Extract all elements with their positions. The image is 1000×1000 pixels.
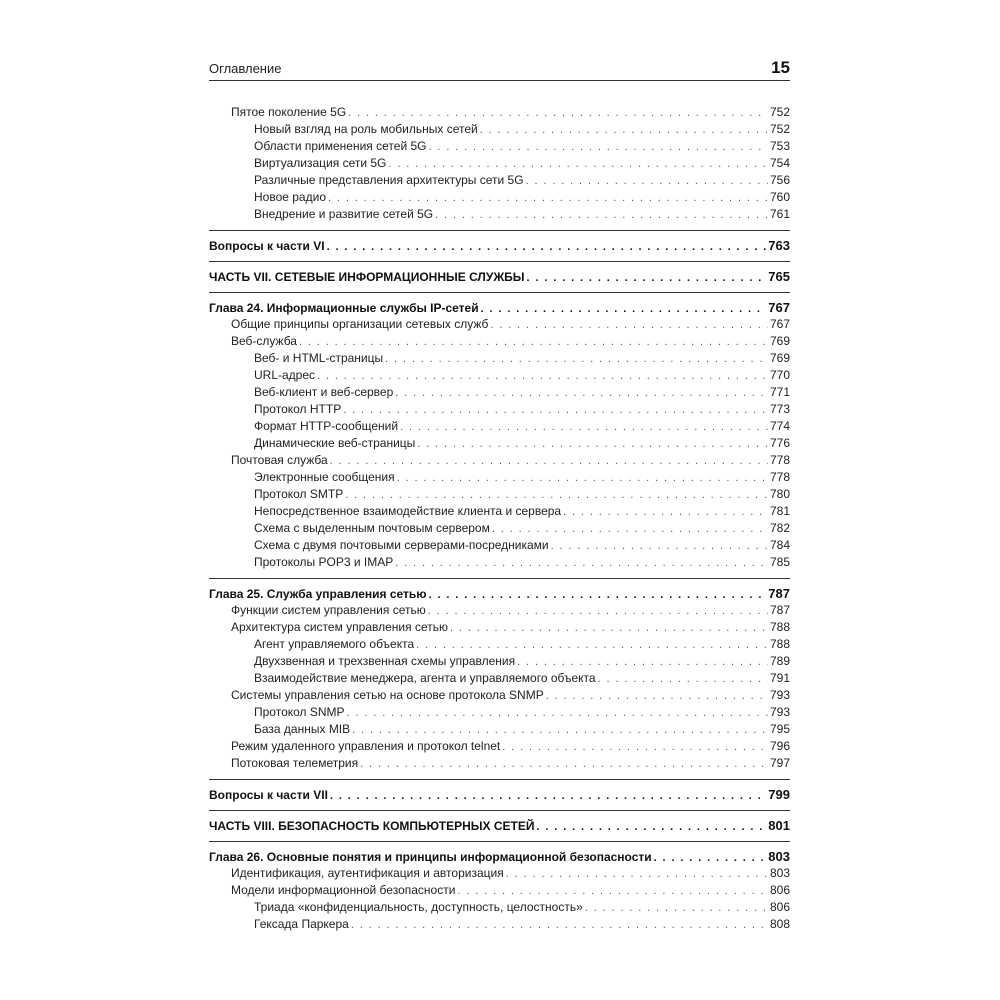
toc-entry-page: 752 xyxy=(769,105,790,119)
toc-entry-page: 788 xyxy=(769,637,790,651)
table-of-contents xyxy=(209,104,790,933)
running-header xyxy=(209,58,790,78)
dot-leader xyxy=(429,587,767,604)
toc-entry[interactable] xyxy=(209,721,790,738)
dot-leader xyxy=(395,555,768,572)
header-title: Оглавление xyxy=(209,61,282,76)
toc-entry-title: Модели информационной безопасности xyxy=(231,883,456,897)
toc-entry[interactable] xyxy=(209,469,790,486)
toc-entry[interactable] xyxy=(209,865,790,882)
toc-heading-entry[interactable] xyxy=(209,299,790,316)
toc-entry-title: Вопросы к части VII xyxy=(209,788,328,802)
toc-entry-title: Общие принципы организации сетевых служб xyxy=(231,317,489,331)
toc-entry-title: Гексада Паркера xyxy=(254,917,349,931)
dot-leader xyxy=(299,334,768,351)
toc-entry[interactable] xyxy=(209,418,790,435)
toc-entry-page: 803 xyxy=(768,849,790,864)
toc-entry[interactable] xyxy=(209,350,790,367)
section-divider xyxy=(209,841,790,842)
toc-entry-title: Протокол SNMP xyxy=(254,705,345,719)
dot-leader xyxy=(450,620,768,637)
toc-entry-title: Новый взгляд на роль мобильных сетей xyxy=(254,122,478,136)
section-divider xyxy=(209,230,790,231)
dot-leader xyxy=(347,705,768,722)
toc-entry-title: Функции систем управления сетью xyxy=(231,603,426,617)
toc-entry-title: Глава 24. Информационные службы IP-сетей xyxy=(209,301,479,315)
dot-leader xyxy=(330,788,766,805)
toc-entry[interactable] xyxy=(209,486,790,503)
toc-entry-page: 761 xyxy=(769,207,790,221)
dot-leader xyxy=(388,156,768,173)
dot-leader xyxy=(416,637,768,654)
toc-entry-title: База данных MIB xyxy=(254,722,351,736)
toc-entry-page: 806 xyxy=(769,900,790,914)
toc-entry-page: 774 xyxy=(769,419,790,433)
dot-leader xyxy=(417,436,768,453)
toc-entry-title: Формат HTTP-сообщений xyxy=(254,419,399,433)
toc-entry[interactable] xyxy=(209,554,790,571)
toc-entry-page: 789 xyxy=(769,654,790,668)
dot-leader xyxy=(351,917,768,934)
toc-entry-page: 778 xyxy=(769,453,790,467)
dot-leader xyxy=(385,351,768,368)
toc-entry-title: Триада «конфиденциальность, доступность, целостность» xyxy=(254,900,583,914)
toc-entry-page: 760 xyxy=(769,190,790,204)
toc-entry-page: 788 xyxy=(769,620,790,634)
toc-entry-page: 787 xyxy=(769,603,790,617)
toc-entry-title: Динамические веб-страницы xyxy=(254,436,416,450)
toc-entry-title: Взаимодействие менеджера, агента и управляемого объекта xyxy=(254,671,596,685)
dot-leader xyxy=(546,688,768,705)
dot-leader xyxy=(563,504,768,521)
toc-entry-title: ЧАСТЬ VIII. БЕЗОПАСНОСТЬ КОМПЬЮТЕРНЫХ СЕТЕЙ xyxy=(209,819,535,833)
toc-entry-page: 803 xyxy=(769,866,790,880)
toc-entry-title: Системы управления сетью на основе протокола SNMP xyxy=(231,688,544,702)
toc-entry-page: 787 xyxy=(768,586,790,601)
page-number: 15 xyxy=(771,58,790,77)
dot-leader xyxy=(428,603,768,620)
toc-entry-title: URL-адрес xyxy=(254,368,316,382)
dot-leader xyxy=(345,487,768,504)
toc-entry-page: 769 xyxy=(769,351,790,365)
toc-entry-page: 756 xyxy=(769,173,790,187)
toc-entry[interactable] xyxy=(209,670,790,687)
toc-entry[interactable] xyxy=(209,738,790,755)
toc-entry-title: Потоковая телеметрия xyxy=(231,756,359,770)
toc-entry-page: 765 xyxy=(768,269,790,284)
toc-entry-title: Схема с двумя почтовыми серверами-посредниками xyxy=(254,538,549,552)
dot-leader xyxy=(348,105,768,122)
toc-entry-title: Непосредственное взаимодействие клиента и сервера xyxy=(254,504,562,518)
dot-leader xyxy=(435,207,768,224)
toc-entry-title: Вопросы к части VI xyxy=(209,239,325,253)
dot-leader xyxy=(654,850,767,867)
toc-entry-title: Внедрение и развитие сетей 5G xyxy=(254,207,434,221)
toc-entry[interactable] xyxy=(209,916,790,933)
toc-entry-page: 773 xyxy=(769,402,790,416)
dot-leader xyxy=(502,739,768,756)
section-divider xyxy=(209,292,790,293)
dot-leader xyxy=(360,756,768,773)
toc-entry-title: Протокол HTTP xyxy=(254,402,342,416)
toc-entry[interactable] xyxy=(209,121,790,138)
dot-leader xyxy=(327,239,767,256)
section-divider xyxy=(209,578,790,579)
toc-entry-page: 763 xyxy=(768,238,790,253)
toc-entry[interactable] xyxy=(209,384,790,401)
toc-entry[interactable] xyxy=(209,503,790,520)
dot-leader xyxy=(490,317,768,334)
toc-entry-page: 808 xyxy=(769,917,790,931)
toc-entry-page: 806 xyxy=(769,883,790,897)
toc-entry[interactable] xyxy=(209,452,790,469)
toc-heading-entry[interactable] xyxy=(209,786,790,803)
toc-entry-page: 781 xyxy=(769,504,790,518)
toc-entry[interactable] xyxy=(209,104,790,121)
toc-entry-title: Глава 25. Служба управления сетью xyxy=(209,587,427,601)
dot-leader xyxy=(585,900,768,917)
toc-entry-page: 791 xyxy=(769,671,790,685)
dot-leader xyxy=(352,722,768,739)
section-divider xyxy=(209,779,790,780)
dot-leader xyxy=(330,453,768,470)
toc-entry[interactable] xyxy=(209,206,790,223)
toc-heading-entry[interactable] xyxy=(209,237,790,254)
toc-entry-title: Электронные сообщения xyxy=(254,470,395,484)
toc-entry[interactable] xyxy=(209,755,790,772)
toc-entry[interactable] xyxy=(209,333,790,350)
toc-entry-title: Глава 26. Основные понятия и принципы информационной безопасности xyxy=(209,850,652,864)
toc-entry[interactable] xyxy=(209,401,790,418)
toc-entry-page: 767 xyxy=(769,317,790,331)
dot-leader xyxy=(536,819,766,836)
dot-leader xyxy=(598,671,768,688)
dot-leader xyxy=(395,385,768,402)
toc-entry[interactable] xyxy=(209,687,790,704)
toc-entry-title: Веб-клиент и веб-сервер xyxy=(254,385,394,399)
toc-entry-page: 785 xyxy=(769,555,790,569)
toc-entry-page: 776 xyxy=(769,436,790,450)
toc-heading-entry[interactable] xyxy=(209,268,790,285)
toc-entry-title: Пятое поколение 5G xyxy=(231,105,347,119)
dot-leader xyxy=(343,402,768,419)
toc-entry-page: 771 xyxy=(769,385,790,399)
toc-entry-page: 767 xyxy=(768,300,790,315)
toc-entry-page: 796 xyxy=(769,739,790,753)
toc-entry-title: Почтовая служба xyxy=(231,453,328,467)
header-rule xyxy=(209,80,790,81)
toc-entry-page: 769 xyxy=(769,334,790,348)
toc-entry[interactable] xyxy=(209,882,790,899)
toc-entry-page: 793 xyxy=(769,705,790,719)
toc-heading-entry[interactable] xyxy=(209,817,790,834)
toc-entry-title: Различные представления архитектуры сети 5G xyxy=(254,173,524,187)
toc-entry-page: 770 xyxy=(769,368,790,382)
toc-entry-title: Протокол SMTP xyxy=(254,487,344,501)
toc-entry-page: 799 xyxy=(768,787,790,802)
toc-entry-page: 752 xyxy=(769,122,790,136)
dot-leader xyxy=(481,301,767,318)
dot-leader xyxy=(517,654,768,671)
dot-leader xyxy=(551,538,768,555)
toc-entry-title: Новое радио xyxy=(254,190,326,204)
toc-entry-page: 753 xyxy=(769,139,790,153)
toc-heading-entry[interactable] xyxy=(209,585,790,602)
toc-entry[interactable] xyxy=(209,619,790,636)
toc-entry[interactable] xyxy=(209,636,790,653)
toc-entry[interactable] xyxy=(209,520,790,537)
dot-leader xyxy=(457,883,768,900)
dot-leader xyxy=(317,368,768,385)
toc-entry[interactable] xyxy=(209,899,790,916)
toc-entry-title: Агент управляемого объекта xyxy=(254,637,415,651)
section-divider xyxy=(209,810,790,811)
toc-entry[interactable] xyxy=(209,435,790,452)
toc-entry-page: 778 xyxy=(769,470,790,484)
toc-entry-page: 795 xyxy=(769,722,790,736)
toc-entry-page: 801 xyxy=(768,818,790,833)
toc-entry[interactable] xyxy=(209,653,790,670)
dot-leader xyxy=(429,139,768,156)
toc-entry-title: Протоколы POP3 и IMAP xyxy=(254,555,394,569)
toc-entry-page: 793 xyxy=(769,688,790,702)
toc-entry-title: Виртуализация сети 5G xyxy=(254,156,387,170)
toc-entry-title: Области применения сетей 5G xyxy=(254,139,427,153)
toc-entry-title: Архитектура систем управления сетью xyxy=(231,620,448,634)
toc-entry-page: 797 xyxy=(769,756,790,770)
toc-entry[interactable] xyxy=(209,367,790,384)
dot-leader xyxy=(526,173,768,190)
toc-entry[interactable] xyxy=(209,704,790,721)
toc-entry-page: 784 xyxy=(769,538,790,552)
toc-entry-title: Веб- и HTML-страницы xyxy=(254,351,384,365)
dot-leader xyxy=(397,470,768,487)
toc-entry-title: Схема с выделенным почтовым сервером xyxy=(254,521,490,535)
toc-entry-title: Двухзвенная и трехзвенная схемы управления xyxy=(254,654,516,668)
dot-leader xyxy=(328,190,768,207)
toc-entry[interactable] xyxy=(209,537,790,554)
toc-heading-entry[interactable] xyxy=(209,848,790,865)
toc-entry-page: 782 xyxy=(769,521,790,535)
dot-leader xyxy=(492,521,768,538)
dot-leader xyxy=(506,866,768,883)
toc-entry-title: Веб-служба xyxy=(231,334,297,348)
toc-entry[interactable] xyxy=(209,172,790,189)
toc-entry-page: 754 xyxy=(769,156,790,170)
toc-entry[interactable] xyxy=(209,602,790,619)
toc-entry-title: ЧАСТЬ VII. СЕТЕВЫЕ ИНФОРМАЦИОННЫЕ СЛУЖБЫ xyxy=(209,270,525,284)
toc-entry[interactable] xyxy=(209,189,790,206)
toc-entry-page: 780 xyxy=(769,487,790,501)
toc-entry-title: Режим удаленного управления и протокол telnet xyxy=(231,739,501,753)
section-divider xyxy=(209,261,790,262)
toc-entry-title: Идентификация, аутентификация и авторизация xyxy=(231,866,504,880)
toc-entry[interactable] xyxy=(209,138,790,155)
dot-leader xyxy=(527,270,767,287)
dot-leader xyxy=(400,419,768,436)
toc-entry[interactable] xyxy=(209,155,790,172)
toc-entry[interactable] xyxy=(209,316,790,333)
dot-leader xyxy=(480,122,768,139)
